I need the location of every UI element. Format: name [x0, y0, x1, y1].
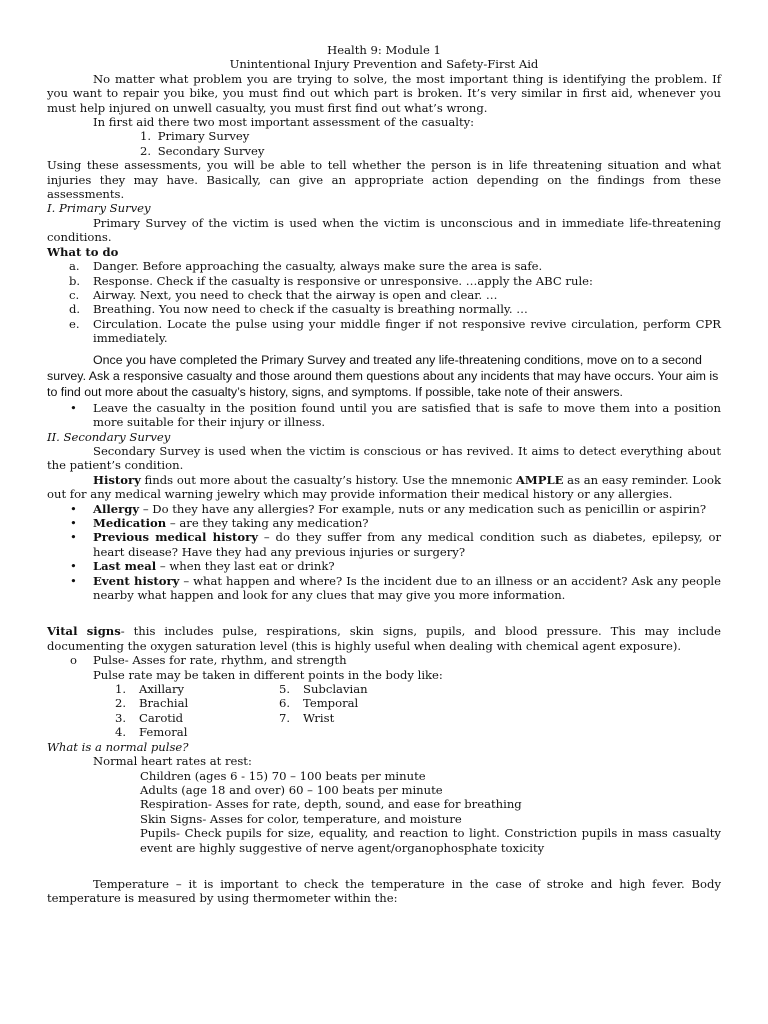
list-item	[47, 559, 721, 573]
normal-pulse-question: What is a normal pulse?	[47, 739, 189, 754]
ample-item-term: Previous medical history	[93, 530, 258, 545]
primary-survey-paragraph: Primary Survey of the victim is used when the victim is unconscious and in immediate life-threatening conditions.	[47, 215, 721, 245]
list-marker: c.	[69, 287, 80, 302]
list-text: Circulation. Locate the pulse using your middle finger if not responsive revive circulation, perform CPR immediately.	[93, 316, 721, 346]
what-to-do-heading: What to do	[47, 244, 119, 259]
ample-item-term: Allergy	[93, 501, 140, 516]
list-item: 1. Axillary	[115, 682, 185, 697]
document-page	[47, 43, 721, 906]
ample-item-text: – Do they have any allergies? For example, nuts or any medication such as penicillin or aspirin?	[139, 501, 707, 516]
bullet-icon: •	[70, 530, 77, 545]
list-item	[47, 530, 721, 559]
assessment-intro: In first aid there two most important assessment of the casualty:	[93, 115, 475, 130]
secondary-survey-heading: II. Secondary Survey	[47, 429, 171, 444]
pulse-points-column	[279, 682, 443, 740]
list-marker: a.	[69, 259, 80, 274]
respiration-text: Respiration- Asses for rate, depth, sound, and ease for breathing	[140, 797, 522, 812]
list-item: 5. Subclavian	[279, 682, 368, 697]
primary-survey-heading: I. Primary Survey	[47, 201, 151, 216]
list-label: Primary Survey	[157, 129, 250, 144]
position-bullet-list	[47, 401, 721, 430]
bullet-icon: •	[70, 501, 77, 516]
list-item	[47, 653, 721, 667]
ample-item-text: – are they taking any medication?	[166, 516, 369, 530]
pulse-bullet-list	[47, 653, 721, 667]
intro-paragraph: No matter what problem you are trying to solve, the most important thing is identifying the problem. If you want to repair you bike, you must find out which part is broken. It’s very similar in first aid, whenever you must help injured on unwell casualty, you must first find out what’s wrong.	[47, 71, 721, 115]
list-item	[47, 288, 721, 302]
pulse-points-intro: Pulse rate may be taken in different points in the body like:	[93, 667, 443, 682]
list-number: 2.	[140, 143, 152, 158]
list-item: 7. Wrist	[279, 710, 335, 725]
ample-item-text: – what happen and where? Is the incident due to an illness or an accident? Ask any people nearby what happen and look for any clues that may give you more information.	[93, 573, 721, 603]
list-number: 1.	[140, 129, 152, 144]
ample-list	[47, 502, 721, 603]
bullet-icon: •	[70, 559, 77, 574]
adults-rate: Adults (age 18 and over) 60 – 100 beats per minute	[140, 782, 443, 797]
circle-bullet-icon: o	[70, 653, 77, 668]
ample-item-text: – do they suffer from any medical condition such as diabetes, epilepsy, or heart disease? Have they had any previous injuries or surgery?	[93, 530, 721, 559]
list-text: Breathing. You now need to check if the casualty is breathing normally. …	[93, 302, 528, 317]
ample-item-term: Medication	[93, 516, 167, 530]
list-item	[47, 259, 721, 273]
ample-term: AMPLE	[515, 472, 564, 487]
vital-signs-paragraph: Vital signs- this includes pulse, respirations, skin signs, pupils, and blood pressure. This may include documenting the oxygen saturation level (this is highly useful when dealing with chemical agent exposure).	[47, 624, 722, 653]
course-heading: Health 9: Module 1	[327, 43, 441, 57]
list-item	[47, 502, 721, 516]
survey-list	[47, 129, 721, 158]
ample-item-text: – when they last eat or drink?	[156, 559, 335, 574]
primary-steps-list	[47, 259, 721, 345]
pulse-points-column	[115, 682, 279, 740]
list-item	[47, 317, 721, 346]
bullet-icon: •	[70, 400, 77, 415]
normal-rates-heading: Normal heart rates at rest:	[93, 754, 252, 769]
pulse-points-list	[47, 682, 721, 740]
list-item	[47, 302, 721, 316]
list-text: Pulse- Asses for rate, rhythm, and strength	[93, 653, 347, 668]
list-item	[47, 401, 721, 430]
secondary-survey-paragraph: Secondary Survey is used when the victim is conscious or has revived. It aims to detect everything about the patient’s condition.	[47, 443, 721, 473]
list-item: 2. Brachial	[115, 696, 189, 711]
list-text: Danger. Before approaching the casualty, always make sure the area is safe.	[93, 259, 543, 274]
ample-item-term: Event history	[93, 573, 180, 588]
list-marker: d.	[69, 302, 81, 317]
list-item	[140, 144, 721, 158]
history-paragraph: History finds out more about the casualty’s history. Use the mnemonic AMPLE as an easy reminder. Look out for any medical warning jewelry which may provide information their medical history or any allergies.	[47, 472, 721, 502]
temperature-paragraph: Temperature – it is important to check the temperature in the case of stroke and high fever. Body temperature is measured by using thermometer within the:	[47, 876, 721, 906]
pupils-text: Pupils- Check pupils for size, equality, and reaction to light. Constriction pupils in mass casualty event are highly suggestive of nerve agent/organophosphate toxicity	[140, 826, 721, 855]
bullet-icon: •	[70, 516, 77, 530]
vital-details	[47, 769, 721, 855]
list-text: Leave the casualty in the position found until you are satisfied that is safe to move them into a position more suitable for their injury or illness.	[93, 400, 721, 430]
assessment-paragraph: Using these assessments, you will be able to tell whether the person is in life threatening situation and what injuries they may have. Basically, can give an appropriate action depending on the findings from these assessments.	[47, 158, 721, 202]
vital-signs-term: Vital signs	[47, 624, 121, 639]
children-rate: Children (ages 6 - 15) 70 – 100 beats per minute	[140, 768, 426, 783]
list-label: Secondary Survey	[157, 143, 265, 158]
page-title: Unintentional Injury Prevention and Safety-First Aid	[229, 57, 539, 72]
list-item: 4. Femoral	[115, 725, 188, 740]
ample-item-term: Last meal	[93, 559, 157, 574]
list-item: 3. Carotid	[115, 710, 184, 725]
second-survey-paragraph: Once you have completed the Primary Survey and treated any life-threatening conditions, move on to a second survey. Ask a responsive casualty and those around them questions about any incidents that may have occurs. Your aim is to find out more about the casualty’s history, signs, and symptoms. If possible, take note of their answers.	[47, 352, 719, 400]
skin-signs-text: Skin Signs- Asses for color, temperature, and moisture	[140, 811, 462, 826]
list-marker: e.	[69, 316, 80, 331]
list-item	[140, 129, 721, 143]
list-item: 6. Temporal	[279, 696, 359, 711]
bullet-icon: •	[70, 573, 77, 588]
list-item	[47, 516, 721, 530]
list-item	[47, 274, 721, 288]
list-text: Response. Check if the casualty is responsive or unresponsive. …apply the ABC rule:	[93, 273, 593, 288]
list-item	[47, 574, 721, 603]
list-marker: b.	[69, 273, 81, 288]
history-term: History	[93, 472, 141, 487]
list-text: Airway. Next, you need to check that the airway is open and clear. …	[93, 287, 498, 302]
